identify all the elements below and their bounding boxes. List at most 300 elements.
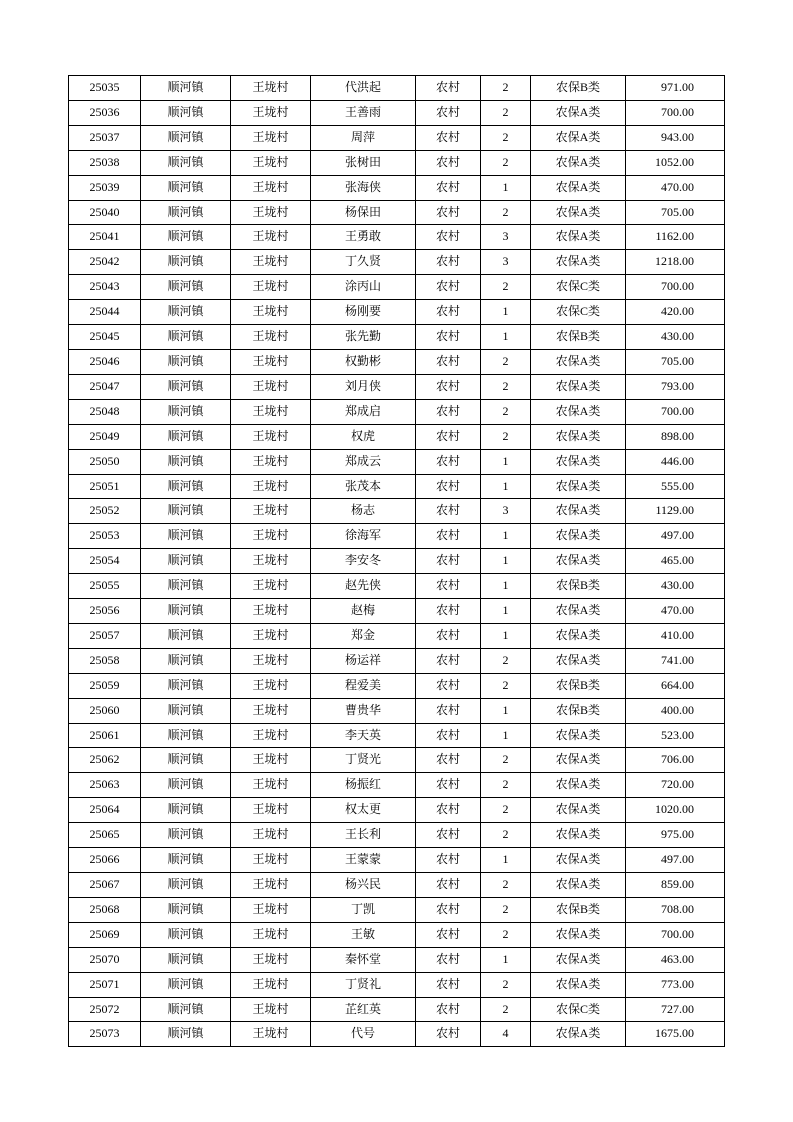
- cell-amount: 898.00: [626, 424, 725, 449]
- cell-category: 农保A类: [531, 947, 626, 972]
- cell-type: 农村: [416, 200, 481, 225]
- cell-name: 涂丙山: [311, 275, 416, 300]
- cell-count: 3: [481, 499, 531, 524]
- cell-name: 王敏: [311, 922, 416, 947]
- cell-count: 2: [481, 773, 531, 798]
- cell-id: 25037: [69, 125, 141, 150]
- cell-category: 农保A类: [531, 524, 626, 549]
- cell-town: 顺河镇: [141, 1022, 231, 1047]
- cell-id: 25062: [69, 748, 141, 773]
- table-row: [69, 947, 725, 972]
- cell-village: 王垅村: [231, 723, 311, 748]
- cell-id: 25061: [69, 723, 141, 748]
- cell-amount: 741.00: [626, 648, 725, 673]
- cell-amount: 700.00: [626, 275, 725, 300]
- table-row: [69, 524, 725, 549]
- table-row: [69, 1022, 725, 1047]
- cell-category: 农保A类: [531, 873, 626, 898]
- cell-town: 顺河镇: [141, 300, 231, 325]
- cell-town: 顺河镇: [141, 623, 231, 648]
- cell-count: 1: [481, 723, 531, 748]
- cell-category: 农保A类: [531, 250, 626, 275]
- cell-town: 顺河镇: [141, 175, 231, 200]
- cell-type: 农村: [416, 848, 481, 873]
- cell-id: 25057: [69, 623, 141, 648]
- cell-name: 丁凯: [311, 897, 416, 922]
- cell-village: 王垅村: [231, 300, 311, 325]
- cell-type: 农村: [416, 1022, 481, 1047]
- table-row: [69, 922, 725, 947]
- table-row: [69, 399, 725, 424]
- cell-category: 农保A类: [531, 648, 626, 673]
- table-row: [69, 275, 725, 300]
- cell-id: 25036: [69, 100, 141, 125]
- cell-village: 王垅村: [231, 175, 311, 200]
- cell-village: 王垅村: [231, 499, 311, 524]
- cell-id: 25056: [69, 599, 141, 624]
- cell-village: 王垅村: [231, 150, 311, 175]
- cell-town: 顺河镇: [141, 698, 231, 723]
- cell-town: 顺河镇: [141, 250, 231, 275]
- cell-village: 王垅村: [231, 1022, 311, 1047]
- cell-amount: 523.00: [626, 723, 725, 748]
- table-row: [69, 972, 725, 997]
- cell-category: 农保C类: [531, 300, 626, 325]
- cell-count: 2: [481, 275, 531, 300]
- table-row: [69, 748, 725, 773]
- cell-type: 农村: [416, 873, 481, 898]
- cell-count: 2: [481, 200, 531, 225]
- cell-town: 顺河镇: [141, 150, 231, 175]
- cell-category: 农保A类: [531, 1022, 626, 1047]
- cell-village: 王垅村: [231, 275, 311, 300]
- cell-name: 王善雨: [311, 100, 416, 125]
- table-row: [69, 897, 725, 922]
- cell-name: 王长利: [311, 823, 416, 848]
- cell-town: 顺河镇: [141, 972, 231, 997]
- cell-type: 农村: [416, 897, 481, 922]
- cell-village: 王垅村: [231, 798, 311, 823]
- cell-village: 王垅村: [231, 897, 311, 922]
- cell-type: 农村: [416, 773, 481, 798]
- cell-type: 农村: [416, 823, 481, 848]
- table-row: [69, 374, 725, 399]
- cell-count: 1: [481, 524, 531, 549]
- cell-name: 赵先侠: [311, 574, 416, 599]
- cell-amount: 446.00: [626, 449, 725, 474]
- cell-id: 25045: [69, 325, 141, 350]
- cell-town: 顺河镇: [141, 200, 231, 225]
- cell-town: 顺河镇: [141, 374, 231, 399]
- cell-category: 农保A类: [531, 623, 626, 648]
- cell-id: 25066: [69, 848, 141, 873]
- cell-village: 王垅村: [231, 125, 311, 150]
- cell-type: 农村: [416, 499, 481, 524]
- cell-name: 郑成启: [311, 399, 416, 424]
- cell-count: 2: [481, 399, 531, 424]
- cell-id: 25048: [69, 399, 141, 424]
- table-row: [69, 349, 725, 374]
- cell-amount: 1162.00: [626, 225, 725, 250]
- cell-category: 农保A类: [531, 823, 626, 848]
- cell-category: 农保A类: [531, 848, 626, 873]
- cell-type: 农村: [416, 250, 481, 275]
- cell-id: 25072: [69, 997, 141, 1022]
- cell-type: 农村: [416, 225, 481, 250]
- cell-category: 农保C类: [531, 997, 626, 1022]
- cell-name: 张海侠: [311, 175, 416, 200]
- cell-village: 王垅村: [231, 76, 311, 101]
- cell-count: 2: [481, 424, 531, 449]
- cell-amount: 700.00: [626, 922, 725, 947]
- cell-count: 2: [481, 972, 531, 997]
- cell-town: 顺河镇: [141, 76, 231, 101]
- table-row: [69, 873, 725, 898]
- cell-id: 25040: [69, 200, 141, 225]
- table-row: [69, 150, 725, 175]
- cell-name: 张先勤: [311, 325, 416, 350]
- cell-town: 顺河镇: [141, 748, 231, 773]
- cell-category: 农保A类: [531, 449, 626, 474]
- cell-village: 王垅村: [231, 623, 311, 648]
- table-row: [69, 474, 725, 499]
- cell-type: 农村: [416, 723, 481, 748]
- cell-village: 王垅村: [231, 947, 311, 972]
- cell-id: 25065: [69, 823, 141, 848]
- cell-count: 2: [481, 673, 531, 698]
- cell-amount: 410.00: [626, 623, 725, 648]
- cell-name: 权勤彬: [311, 349, 416, 374]
- cell-category: 农保A类: [531, 723, 626, 748]
- cell-name: 程爱美: [311, 673, 416, 698]
- cell-count: 2: [481, 997, 531, 1022]
- cell-category: 农保B类: [531, 673, 626, 698]
- cell-amount: 859.00: [626, 873, 725, 898]
- cell-amount: 705.00: [626, 349, 725, 374]
- cell-type: 农村: [416, 599, 481, 624]
- cell-id: 25051: [69, 474, 141, 499]
- cell-count: 2: [481, 349, 531, 374]
- cell-id: 25060: [69, 698, 141, 723]
- cell-amount: 470.00: [626, 175, 725, 200]
- table-row: [69, 549, 725, 574]
- cell-count: 1: [481, 474, 531, 499]
- cell-town: 顺河镇: [141, 399, 231, 424]
- cell-village: 王垅村: [231, 250, 311, 275]
- cell-amount: 1675.00: [626, 1022, 725, 1047]
- cell-id: 25063: [69, 773, 141, 798]
- cell-category: 农保A类: [531, 424, 626, 449]
- table-row: [69, 449, 725, 474]
- cell-village: 王垅村: [231, 972, 311, 997]
- cell-town: 顺河镇: [141, 798, 231, 823]
- cell-village: 王垅村: [231, 449, 311, 474]
- cell-count: 2: [481, 823, 531, 848]
- cell-amount: 700.00: [626, 100, 725, 125]
- cell-type: 农村: [416, 175, 481, 200]
- cell-type: 农村: [416, 549, 481, 574]
- cell-village: 王垅村: [231, 773, 311, 798]
- cell-type: 农村: [416, 798, 481, 823]
- cell-name: 杨志: [311, 499, 416, 524]
- cell-id: 25055: [69, 574, 141, 599]
- cell-name: 赵梅: [311, 599, 416, 624]
- cell-village: 王垅村: [231, 325, 311, 350]
- cell-amount: 465.00: [626, 549, 725, 574]
- table-row: [69, 125, 725, 150]
- cell-id: 25046: [69, 349, 141, 374]
- table-row: [69, 200, 725, 225]
- cell-village: 王垅村: [231, 349, 311, 374]
- cell-name: 张茂本: [311, 474, 416, 499]
- cell-name: 秦怀堂: [311, 947, 416, 972]
- cell-id: 25044: [69, 300, 141, 325]
- cell-town: 顺河镇: [141, 225, 231, 250]
- cell-town: 顺河镇: [141, 599, 231, 624]
- cell-name: 刘月侠: [311, 374, 416, 399]
- cell-town: 顺河镇: [141, 524, 231, 549]
- cell-amount: 1218.00: [626, 250, 725, 275]
- cell-amount: 430.00: [626, 574, 725, 599]
- cell-id: 25050: [69, 449, 141, 474]
- cell-count: 2: [481, 748, 531, 773]
- cell-name: 代号: [311, 1022, 416, 1047]
- cell-town: 顺河镇: [141, 947, 231, 972]
- cell-type: 农村: [416, 325, 481, 350]
- cell-category: 农保A类: [531, 374, 626, 399]
- cell-count: 2: [481, 150, 531, 175]
- cell-count: 2: [481, 374, 531, 399]
- cell-name: 王蒙蒙: [311, 848, 416, 873]
- cell-count: 2: [481, 648, 531, 673]
- cell-category: 农保A类: [531, 125, 626, 150]
- cell-id: 25059: [69, 673, 141, 698]
- cell-name: 芷红英: [311, 997, 416, 1022]
- cell-category: 农保A类: [531, 225, 626, 250]
- table-row: [69, 773, 725, 798]
- cell-town: 顺河镇: [141, 574, 231, 599]
- table-row: [69, 798, 725, 823]
- table-row: [69, 599, 725, 624]
- cell-amount: 1129.00: [626, 499, 725, 524]
- table-row: [69, 76, 725, 101]
- cell-count: 4: [481, 1022, 531, 1047]
- cell-type: 农村: [416, 424, 481, 449]
- cell-village: 王垅村: [231, 922, 311, 947]
- table-row: [69, 325, 725, 350]
- table-row: [69, 424, 725, 449]
- cell-type: 农村: [416, 100, 481, 125]
- cell-category: 农保B类: [531, 325, 626, 350]
- cell-category: 农保C类: [531, 275, 626, 300]
- cell-village: 王垅村: [231, 698, 311, 723]
- cell-count: 1: [481, 623, 531, 648]
- cell-count: 2: [481, 76, 531, 101]
- cell-name: 郑成云: [311, 449, 416, 474]
- table-row: [69, 673, 725, 698]
- cell-id: 25039: [69, 175, 141, 200]
- cell-name: 杨振红: [311, 773, 416, 798]
- cell-amount: 664.00: [626, 673, 725, 698]
- cell-category: 农保A类: [531, 599, 626, 624]
- cell-name: 丁久贤: [311, 250, 416, 275]
- cell-amount: 463.00: [626, 947, 725, 972]
- cell-id: 25054: [69, 549, 141, 574]
- cell-village: 王垅村: [231, 873, 311, 898]
- cell-type: 农村: [416, 698, 481, 723]
- cell-id: 25035: [69, 76, 141, 101]
- cell-amount: 720.00: [626, 773, 725, 798]
- cell-count: 1: [481, 574, 531, 599]
- cell-village: 王垅村: [231, 100, 311, 125]
- cell-village: 王垅村: [231, 648, 311, 673]
- cell-town: 顺河镇: [141, 723, 231, 748]
- cell-town: 顺河镇: [141, 997, 231, 1022]
- cell-type: 农村: [416, 524, 481, 549]
- cell-id: 25053: [69, 524, 141, 549]
- cell-count: 1: [481, 599, 531, 624]
- cell-town: 顺河镇: [141, 424, 231, 449]
- cell-village: 王垅村: [231, 673, 311, 698]
- cell-amount: 943.00: [626, 125, 725, 150]
- cell-type: 农村: [416, 374, 481, 399]
- cell-category: 农保B类: [531, 76, 626, 101]
- cell-id: 25073: [69, 1022, 141, 1047]
- cell-type: 农村: [416, 76, 481, 101]
- cell-village: 王垅村: [231, 474, 311, 499]
- cell-category: 农保A类: [531, 773, 626, 798]
- cell-town: 顺河镇: [141, 349, 231, 374]
- cell-name: 权太更: [311, 798, 416, 823]
- cell-type: 农村: [416, 947, 481, 972]
- cell-amount: 1052.00: [626, 150, 725, 175]
- cell-village: 王垅村: [231, 748, 311, 773]
- cell-count: 2: [481, 125, 531, 150]
- cell-type: 农村: [416, 574, 481, 599]
- cell-id: 25064: [69, 798, 141, 823]
- cell-type: 农村: [416, 125, 481, 150]
- cell-id: 25067: [69, 873, 141, 898]
- cell-category: 农保A类: [531, 972, 626, 997]
- cell-town: 顺河镇: [141, 125, 231, 150]
- cell-village: 王垅村: [231, 225, 311, 250]
- table-row: [69, 723, 725, 748]
- cell-village: 王垅村: [231, 997, 311, 1022]
- cell-town: 顺河镇: [141, 499, 231, 524]
- table-row: [69, 499, 725, 524]
- cell-category: 农保A类: [531, 349, 626, 374]
- cell-name: 王勇敢: [311, 225, 416, 250]
- cell-village: 王垅村: [231, 374, 311, 399]
- table-row: [69, 648, 725, 673]
- cell-amount: 773.00: [626, 972, 725, 997]
- cell-town: 顺河镇: [141, 549, 231, 574]
- cell-type: 农村: [416, 673, 481, 698]
- cell-type: 农村: [416, 150, 481, 175]
- cell-village: 王垅村: [231, 399, 311, 424]
- payment-table: [68, 75, 725, 1047]
- cell-town: 顺河镇: [141, 848, 231, 873]
- cell-count: 1: [481, 947, 531, 972]
- cell-count: 1: [481, 175, 531, 200]
- cell-id: 25071: [69, 972, 141, 997]
- cell-category: 农保A类: [531, 100, 626, 125]
- table-row: [69, 823, 725, 848]
- cell-category: 农保B类: [531, 698, 626, 723]
- cell-name: 徐海军: [311, 524, 416, 549]
- cell-amount: 705.00: [626, 200, 725, 225]
- cell-category: 农保A类: [531, 798, 626, 823]
- cell-village: 王垅村: [231, 599, 311, 624]
- cell-amount: 400.00: [626, 698, 725, 723]
- cell-name: 杨兴民: [311, 873, 416, 898]
- cell-id: 25049: [69, 424, 141, 449]
- cell-village: 王垅村: [231, 848, 311, 873]
- cell-village: 王垅村: [231, 823, 311, 848]
- cell-name: 张树田: [311, 150, 416, 175]
- cell-amount: 497.00: [626, 848, 725, 873]
- cell-type: 农村: [416, 648, 481, 673]
- cell-id: 25047: [69, 374, 141, 399]
- cell-village: 王垅村: [231, 549, 311, 574]
- cell-category: 农保A类: [531, 474, 626, 499]
- cell-name: 权虎: [311, 424, 416, 449]
- cell-town: 顺河镇: [141, 325, 231, 350]
- cell-name: 李天英: [311, 723, 416, 748]
- cell-name: 丁贤光: [311, 748, 416, 773]
- cell-amount: 470.00: [626, 599, 725, 624]
- cell-category: 农保B类: [531, 897, 626, 922]
- cell-town: 顺河镇: [141, 823, 231, 848]
- cell-type: 农村: [416, 300, 481, 325]
- table-row: [69, 623, 725, 648]
- cell-amount: 497.00: [626, 524, 725, 549]
- cell-type: 农村: [416, 399, 481, 424]
- cell-amount: 1020.00: [626, 798, 725, 823]
- cell-town: 顺河镇: [141, 922, 231, 947]
- cell-count: 2: [481, 922, 531, 947]
- cell-id: 25068: [69, 897, 141, 922]
- cell-village: 王垅村: [231, 574, 311, 599]
- cell-category: 农保A类: [531, 499, 626, 524]
- cell-name: 杨保田: [311, 200, 416, 225]
- table-body: [69, 76, 725, 1047]
- cell-amount: 975.00: [626, 823, 725, 848]
- cell-count: 1: [481, 698, 531, 723]
- cell-count: 3: [481, 250, 531, 275]
- cell-id: 25069: [69, 922, 141, 947]
- cell-category: 农保A类: [531, 200, 626, 225]
- cell-type: 农村: [416, 922, 481, 947]
- cell-name: 郑金: [311, 623, 416, 648]
- cell-name: 周萍: [311, 125, 416, 150]
- cell-count: 2: [481, 798, 531, 823]
- cell-name: 杨刚要: [311, 300, 416, 325]
- cell-id: 25058: [69, 648, 141, 673]
- cell-town: 顺河镇: [141, 449, 231, 474]
- cell-category: 农保A类: [531, 399, 626, 424]
- cell-town: 顺河镇: [141, 100, 231, 125]
- cell-town: 顺河镇: [141, 474, 231, 499]
- cell-id: 25041: [69, 225, 141, 250]
- cell-amount: 708.00: [626, 897, 725, 922]
- cell-amount: 727.00: [626, 997, 725, 1022]
- cell-name: 代洪起: [311, 76, 416, 101]
- cell-category: 农保A类: [531, 549, 626, 574]
- cell-village: 王垅村: [231, 524, 311, 549]
- cell-count: 1: [481, 848, 531, 873]
- cell-village: 王垅村: [231, 424, 311, 449]
